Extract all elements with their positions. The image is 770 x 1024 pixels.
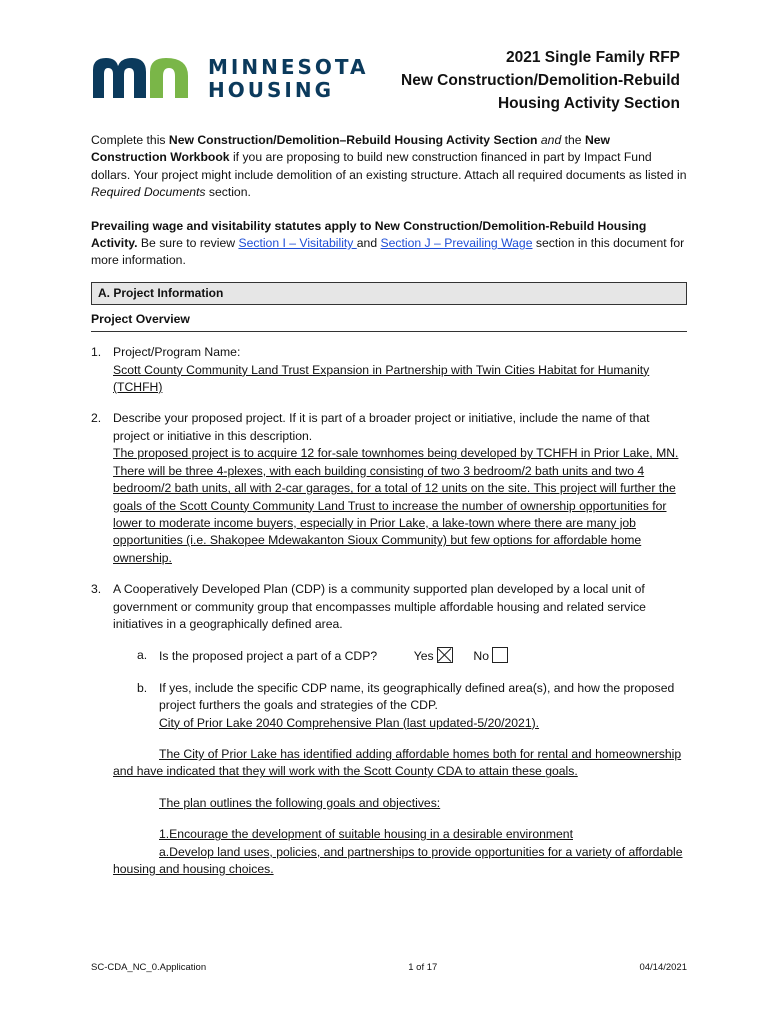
question-2 — [91, 410, 687, 567]
intro-italic-required-docs: Required Documents — [91, 185, 206, 200]
intro-italic-and: and — [540, 133, 562, 147]
intro-text: the — [561, 133, 585, 147]
section-a-header: A. Project Information — [91, 282, 687, 305]
prevailing-wage-paragraph — [91, 218, 687, 270]
cdp-name-answer[interactable]: City of Prior Lake 2040 Comprehensive Plan (last updated-5/20/2021). — [159, 715, 540, 730]
page-footer — [91, 962, 687, 973]
intro-paragraph — [91, 132, 687, 202]
question-2-label: Describe your proposed project. If it is part of a broader project or initiative, include the name of that project or initiative in this description. — [113, 411, 650, 443]
project-description-answer[interactable]: The proposed project is to acquire 12 for-sale townhomes being developed by TCHFH in Prior Lake, MN. There will be three 4-plexes, with each building consisting of two 3 bedroom/2 bath units and two 4 bedroom/2 bath units, all with 2-car garages, for a total of 12 units on the site. This project will further the goals of the Scott County Community Land Trust to increase the number of ownership opportunities for lower to moderate income buyers, especially in Prior Lake, a lake-town where there are many job opportunities (i.e. Shakopee Mdewakanton Sioux Community) but few options for affordable home ownership. — [113, 446, 679, 565]
cdp-name-label: If yes, include the specific CDP name, its geographically defined area(s), and how the proposed project furthers the goals and strategies of the CDP. — [159, 680, 675, 713]
goal-1a — [113, 844, 687, 879]
question-number: 3. — [91, 582, 102, 597]
intro-text: Complete this — [91, 133, 169, 147]
goal-1a-text: a.Develop land uses, policies, and partnerships to provide opportunities for a variety of affordable housing and housing choices. — [113, 844, 683, 876]
yes-checkbox[interactable] — [437, 647, 453, 663]
intro-bold-workbook: New Construction Workbook — [91, 133, 611, 165]
prevailing-wage-link[interactable]: Section J – Prevailing Wage — [380, 236, 533, 251]
title-line-3: Housing Activity Section — [497, 95, 680, 112]
sub-letter: a. — [137, 648, 148, 663]
question-3b — [137, 680, 687, 732]
cdp-paragraph-1-text: The City of Prior Lake has identified adding affordable homes both for rental and homeownership and have indicated that they will work with the Scott County CDA to attain these goals. — [113, 746, 682, 779]
cdp-paragraph-2[interactable] — [113, 795, 687, 812]
sub-letter: b. — [137, 680, 148, 695]
logo-line-1: MINNESOTA — [208, 55, 369, 79]
goal-1: 1.Encourage the development of suitable housing in a desirable environment — [159, 827, 573, 842]
intro-text: if you are proposing to build new construction financed in part by Impact Fund dollars. Your project might include demolition of an existing structure. Attach all required documents as listed in — [91, 150, 687, 182]
cdp-question-label: Is the proposed project a part of a CDP? — [159, 649, 378, 664]
question-1-label: Project/Program Name: — [113, 345, 241, 360]
question-1 — [91, 344, 687, 396]
yes-label: Yes — [413, 649, 434, 664]
minnesota-housing-logo — [90, 50, 380, 106]
no-label: No — [473, 649, 489, 664]
document-title — [401, 46, 680, 115]
cdp-paragraph-1[interactable] — [113, 746, 687, 781]
intro-text: section. — [205, 185, 251, 200]
footer-page-number: 1 of 17 — [408, 962, 438, 973]
prevailing-text: Be sure to review — [137, 236, 239, 251]
logo-mark-icon — [90, 50, 200, 100]
footer-form-id: SC-CDA_NC_0.Application — [91, 962, 207, 973]
visitability-link[interactable]: Section I – Visitability — [238, 236, 357, 251]
question-number: 2. — [91, 411, 102, 426]
title-line-1: 2021 Single Family RFP — [505, 49, 680, 66]
project-overview-heading: Project Overview — [91, 305, 687, 332]
no-checkbox[interactable] — [492, 647, 508, 663]
title-line-2: New Construction/Demolition-Rebuild — [401, 72, 680, 89]
question-number: 1. — [91, 345, 102, 360]
main-content — [91, 132, 687, 892]
prevailing-wage-bold: Prevailing wage and visitability statutes apply to New Construction/Demolition-Rebuild Housing Activity. — [91, 218, 647, 251]
logo-line-2: HOUSING — [208, 78, 334, 102]
prevailing-text: section in this document for more information. — [91, 236, 685, 268]
question-3-label: A Cooperatively Developed Plan (CDP) is a community supported plan developed by a local unit of government or community group that encompasses multiple affordable housing and related service initiatives in a geographically defined area. — [113, 582, 646, 631]
footer-date: 04/14/2021 — [639, 962, 687, 973]
prevailing-text: and — [356, 236, 381, 251]
intro-bold-section-name: New Construction/Demolition–Rebuild Housing Activity Section — [168, 133, 538, 147]
question-3 — [91, 581, 687, 633]
logo-wordmark — [208, 56, 368, 102]
question-3a — [137, 647, 687, 665]
cdp-goals[interactable] — [113, 826, 687, 878]
project-name-answer[interactable]: Scott County Community Land Trust Expansion in Partnership with Twin Cities Habitat for Humanity (TCHFH) — [113, 362, 650, 395]
cdp-paragraph-2-text: The plan outlines the following goals and objectives: — [159, 795, 441, 810]
